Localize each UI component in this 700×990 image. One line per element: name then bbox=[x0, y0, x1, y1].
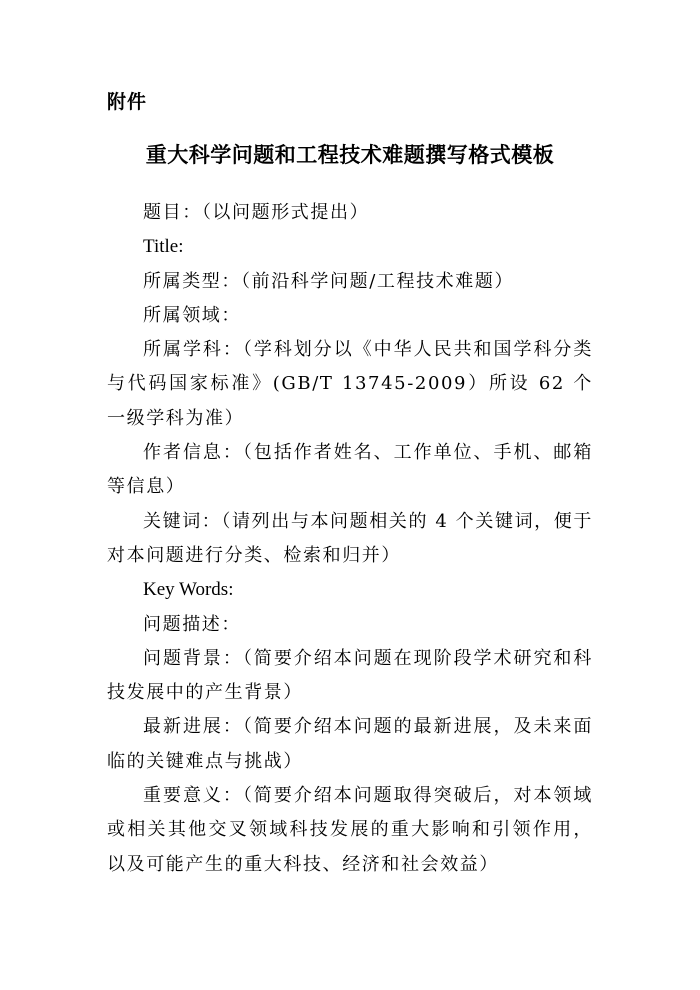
field-keywords bbox=[107, 505, 593, 574]
field-type-label: 所属类型： bbox=[143, 270, 241, 292]
field-discipline bbox=[107, 333, 593, 436]
field-background bbox=[107, 642, 593, 711]
field-keywords-en-label: Key Words: bbox=[143, 579, 234, 601]
field-description bbox=[107, 608, 593, 642]
field-progress bbox=[107, 710, 593, 779]
field-type-value: （前沿科学问题/工程技术难题） bbox=[241, 270, 515, 292]
template-body bbox=[107, 196, 593, 882]
field-author-value: （包括作者姓名、工作单位、手机、邮箱等信息） bbox=[107, 442, 593, 498]
field-discipline-label: 所属学科： bbox=[143, 339, 243, 361]
field-significance-value: （简要介绍本问题取得突破后，对本领域或相关其他交叉领域科技发展的重大影响和引领作用，以及可能产生的重大科技、经济和社会效益） bbox=[107, 785, 593, 875]
document-title: 重大科学问题和工程技术难题撰写格式模板 bbox=[145, 143, 555, 167]
field-significance bbox=[107, 779, 593, 882]
field-topic bbox=[107, 196, 593, 230]
field-domain-label: 所属领域： bbox=[143, 304, 241, 326]
field-background-label: 问题背景： bbox=[143, 647, 243, 669]
field-title-en bbox=[107, 230, 593, 264]
field-keywords-en bbox=[107, 573, 593, 607]
field-topic-value: （以问题形式提出） bbox=[201, 202, 370, 223]
field-keywords-value: （请列出与本问题相关的 4 个关键词，便于对本问题进行分类、检索和归并） bbox=[107, 510, 593, 566]
attachment-label: 附件 bbox=[107, 91, 148, 113]
field-progress-value: （简要介绍本问题的最新进展，及未来面临的关键难点与挑战） bbox=[107, 716, 593, 772]
field-progress-label: 最新进展： bbox=[143, 716, 243, 738]
field-significance-label: 重要意义： bbox=[143, 785, 243, 807]
field-author bbox=[107, 436, 593, 505]
field-description-label: 问题描述： bbox=[143, 613, 241, 635]
field-title-en-label: Title: bbox=[143, 236, 184, 258]
field-keywords-label: 关键词： bbox=[143, 510, 222, 532]
field-background-value: （简要介绍本问题在现阶段学术研究和科技发展中的产生背景） bbox=[107, 647, 593, 704]
field-type bbox=[107, 265, 593, 299]
field-author-label: 作者信息： bbox=[143, 442, 243, 464]
field-domain bbox=[107, 299, 593, 333]
field-topic-label: 题目： bbox=[143, 202, 202, 223]
field-discipline-value: （学科划分以《中华人民共和国学科分类与代码国家标准》(GB/T 13745-2009）所设 62 个一级学科为准） bbox=[107, 339, 593, 429]
